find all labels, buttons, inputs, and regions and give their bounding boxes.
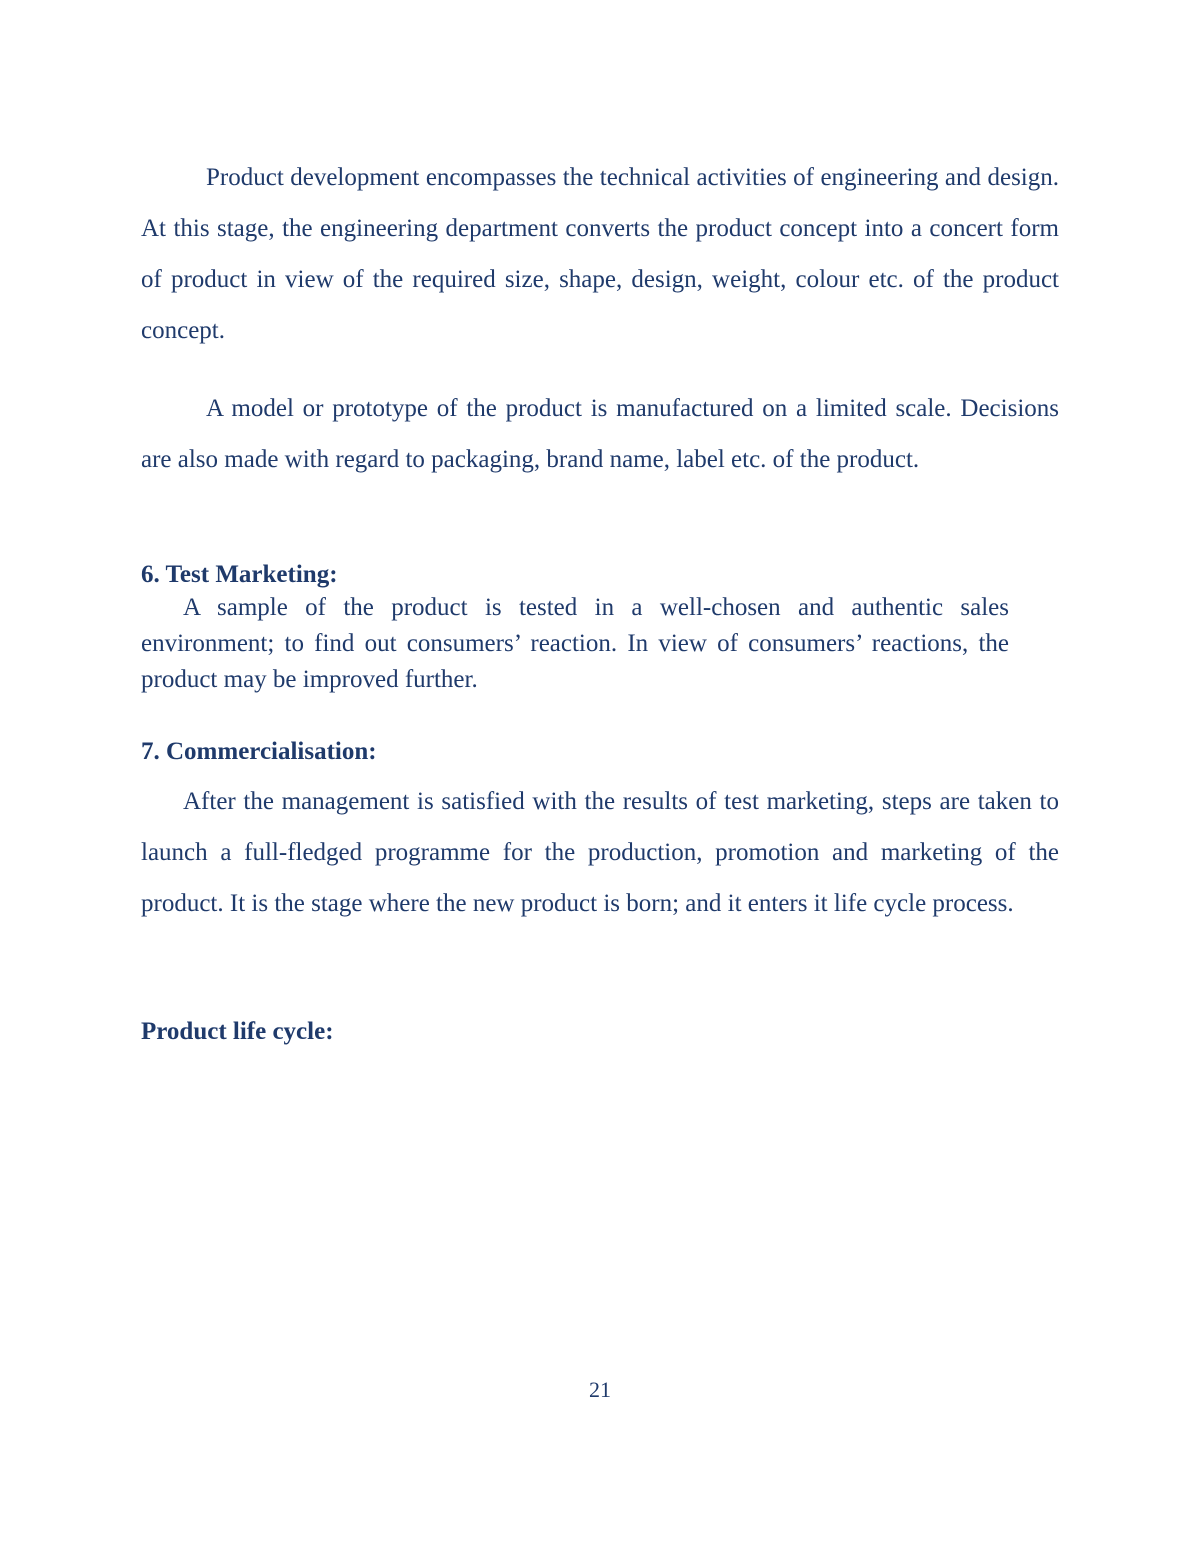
page-number: 21 bbox=[589, 1377, 611, 1402]
paragraph-product-development-1: Product development encompasses the technical activities of engineering and design. At this stage, the engineering department converts the product concept into a concert form of product in view of the required size, shape, design, weight, colour etc. of the product concept. bbox=[141, 164, 1059, 344]
heading-product-life-cycle: Product life cycle: bbox=[141, 1018, 334, 1045]
heading-test-marketing: 6. Test Marketing: bbox=[141, 561, 338, 588]
paragraph-product-development-2: A model or prototype of the product is manufactured on a limited scale. Decisions are also made with regard to packaging, brand name, label etc. of the product. bbox=[141, 395, 1059, 473]
paragraph-test-marketing: A sample of the product is tested in a well-chosen and authentic sales environment; to find out consumers’ reaction. In view of consumers’ reactions, the product may be improved further. bbox=[141, 594, 1009, 693]
paragraph-commercialisation: After the management is satisfied with the results of test marketing, steps are taken to launch a full-fledged programme for the production, promotion and marketing of the product. It is the stage where the new product is born; and it enters it life cycle process. bbox=[141, 788, 1059, 917]
heading-commercialisation: 7. Commercialisation: bbox=[141, 738, 377, 765]
